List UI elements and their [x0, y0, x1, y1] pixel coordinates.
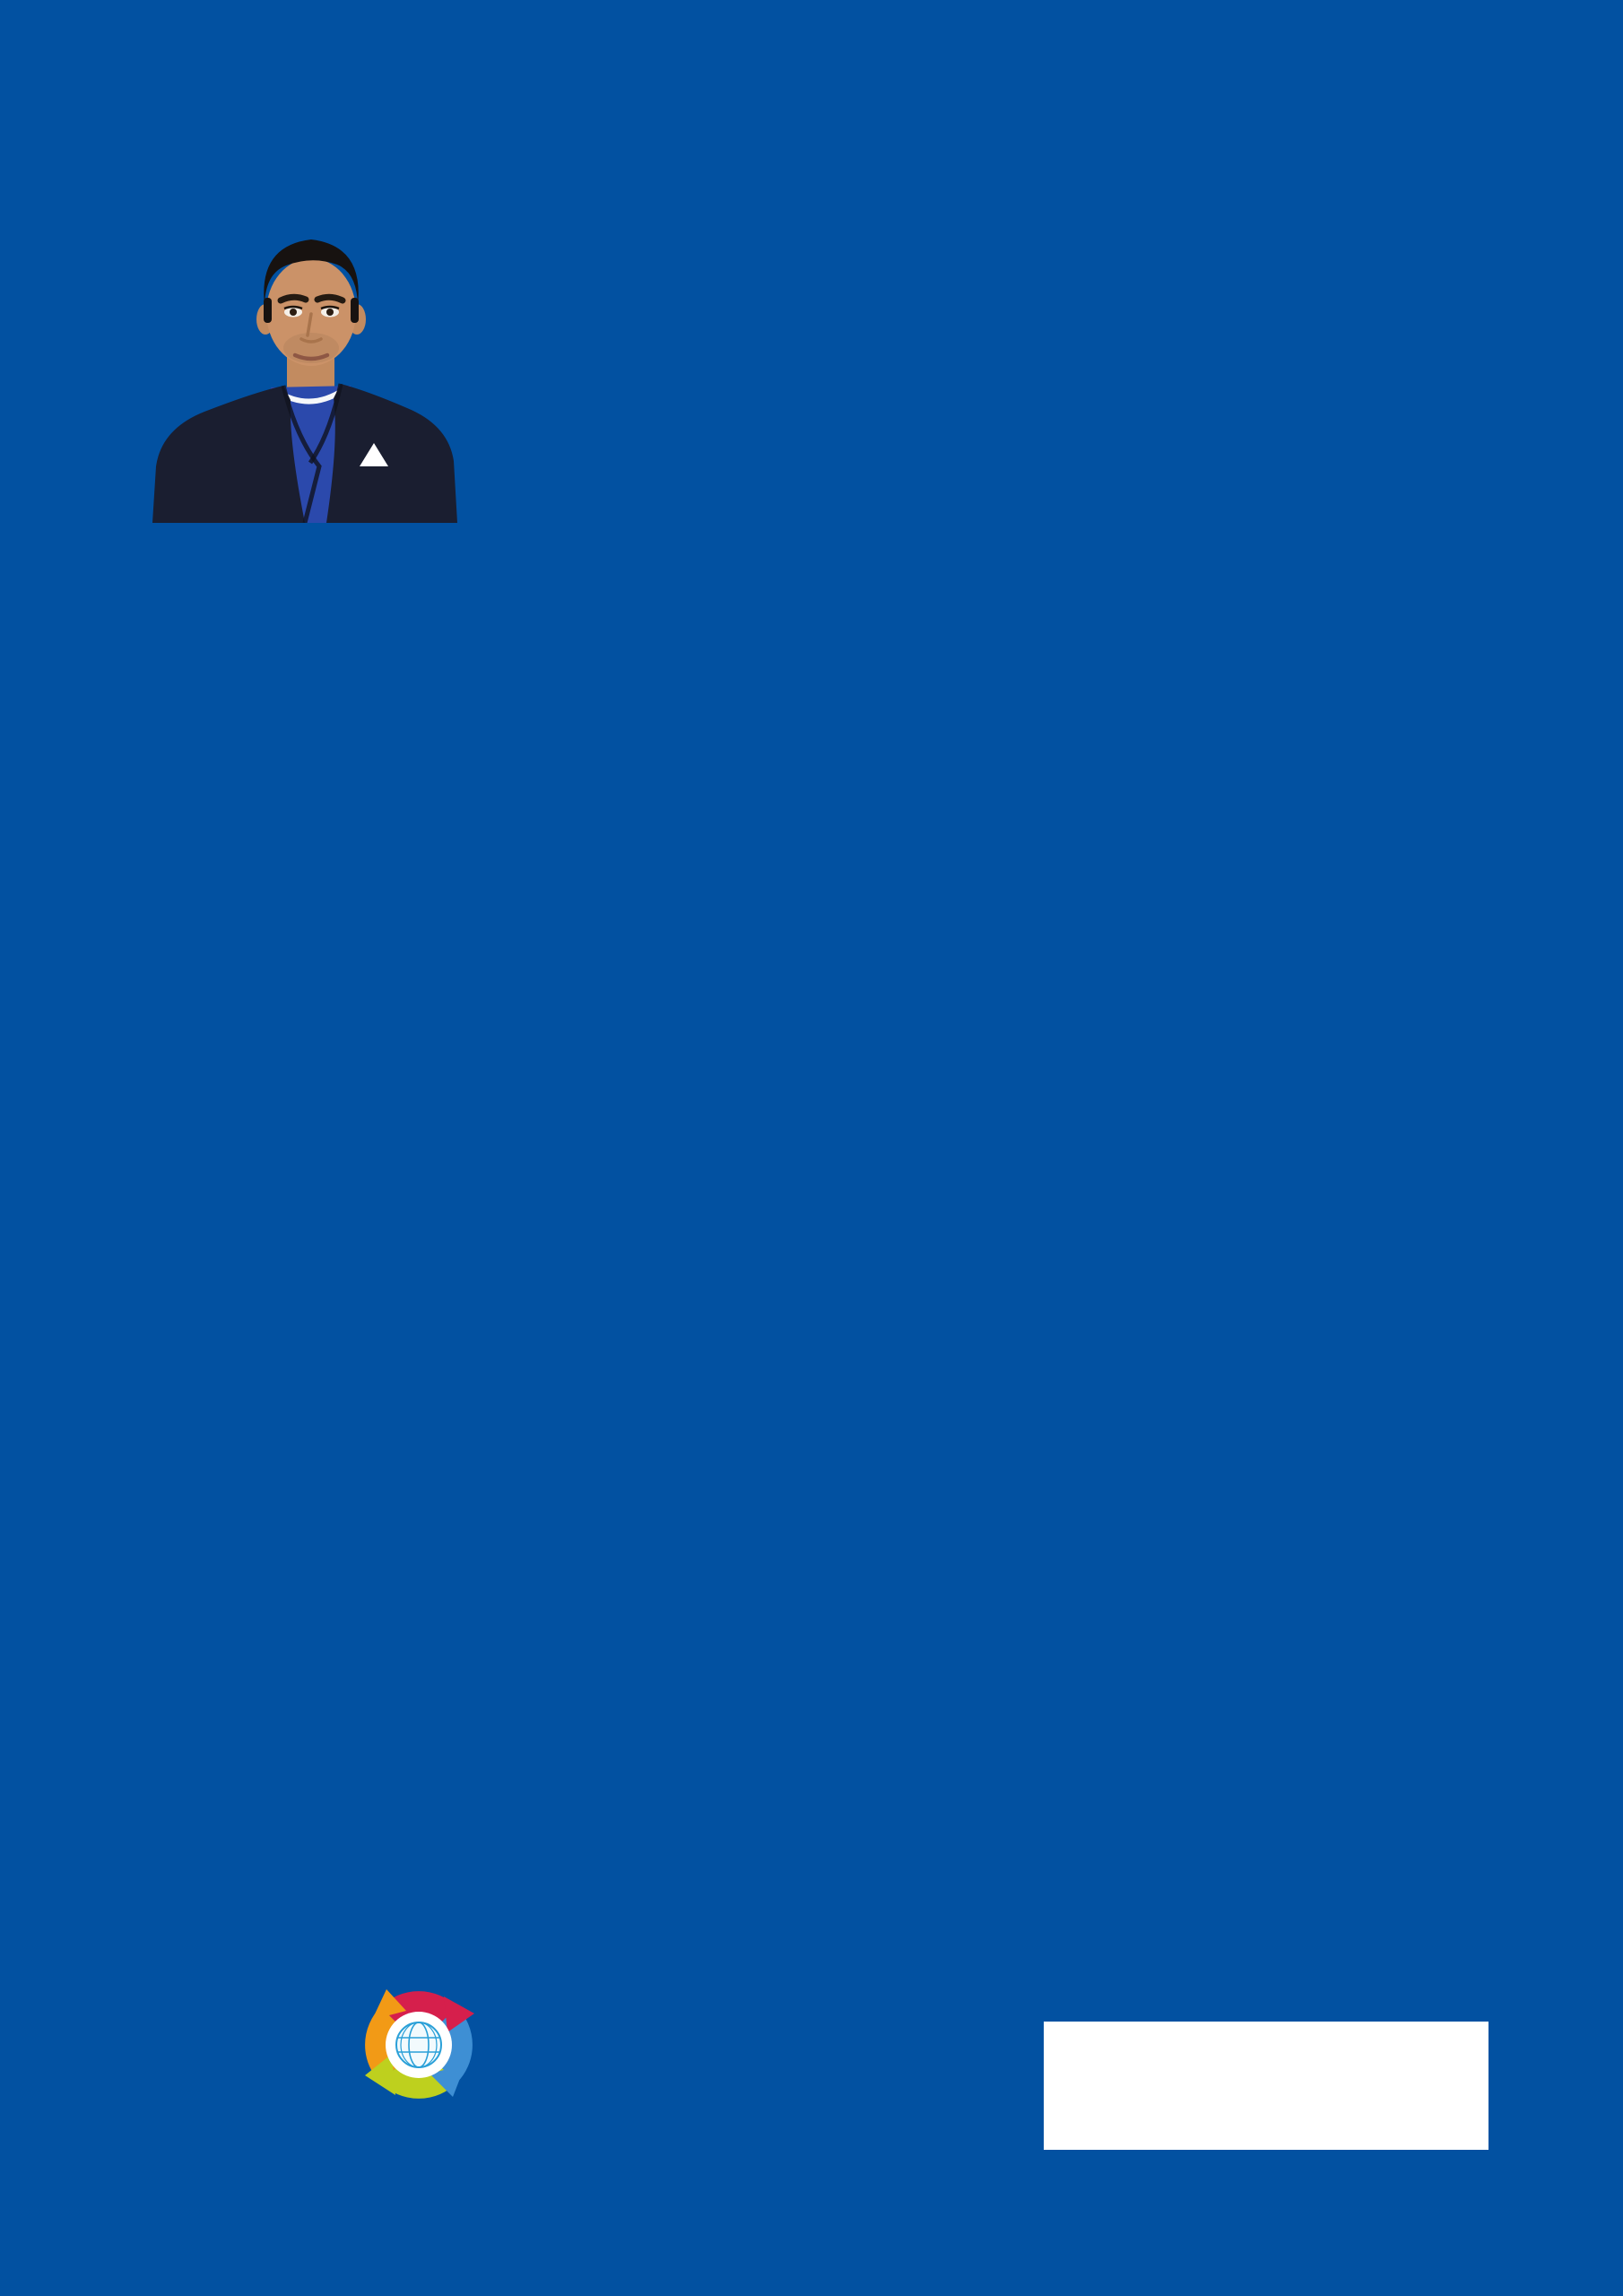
iip-logo-icon: [347, 1970, 490, 2115]
author-photo: [152, 226, 457, 523]
globe-icon: [396, 2022, 441, 2067]
barcode-bars: [1044, 2022, 1488, 2150]
author-portrait-illustration: [152, 226, 457, 523]
publisher-logo: [347, 1970, 490, 2115]
barcode: [1044, 2022, 1488, 2150]
